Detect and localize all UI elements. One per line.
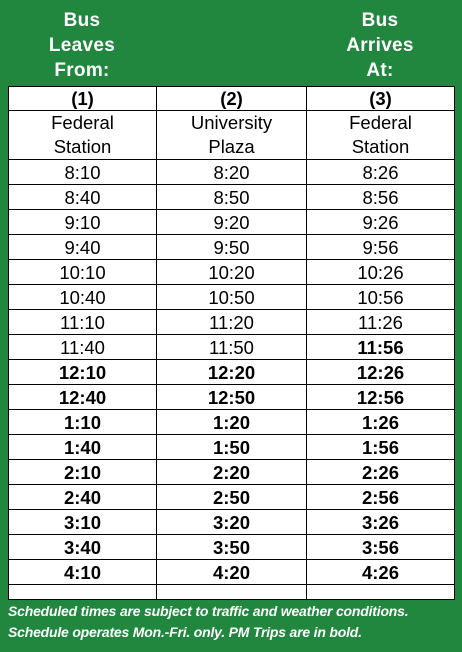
time-cell: 4:20: [157, 560, 307, 585]
header-line: Leaves: [48, 35, 116, 56]
empty-cell: [307, 585, 455, 600]
time-cell: 11:26: [307, 310, 455, 335]
time-cell: 9:40: [9, 235, 157, 260]
time-cell: 1:20: [157, 410, 307, 435]
time-cell: 11:20: [157, 310, 307, 335]
time-row: [9, 335, 455, 360]
time-row: [9, 510, 455, 535]
station-line: Federal: [349, 112, 412, 133]
station-line: Station: [351, 136, 410, 157]
time-row: [9, 360, 455, 385]
station-name: [307, 111, 455, 160]
time-cell: 11:40: [9, 335, 157, 360]
time-cell: 3:56: [307, 535, 455, 560]
time-cell: 2:56: [307, 485, 455, 510]
time-cell: 2:26: [307, 460, 455, 485]
time-cell: 10:26: [307, 260, 455, 285]
time-cell: 2:40: [9, 485, 157, 510]
column-number: (2): [157, 87, 307, 111]
time-row: [9, 485, 455, 510]
time-cell: 2:10: [9, 460, 157, 485]
time-cell: 12:10: [9, 360, 157, 385]
header-bus-arrives-at: [306, 8, 454, 83]
header-line: Arrives: [346, 35, 414, 56]
footnote-line: Scheduled times are subject to traffic and weather conditions.: [8, 603, 409, 619]
time-cell: 9:26: [307, 210, 455, 235]
time-cell: 9:50: [157, 235, 307, 260]
station-line: University: [190, 112, 273, 133]
time-cell: 2:50: [157, 485, 307, 510]
time-row: [9, 285, 455, 310]
header-line: Bus: [361, 10, 399, 31]
time-cell: 3:40: [9, 535, 157, 560]
time-cell: 10:56: [307, 285, 455, 310]
time-cell: 12:40: [9, 385, 157, 410]
time-row: [9, 410, 455, 435]
column-number: (3): [307, 87, 455, 111]
station-name: [9, 111, 157, 160]
time-cell: 8:10: [9, 160, 157, 185]
time-row: [9, 210, 455, 235]
time-cell: 8:20: [157, 160, 307, 185]
schedule-footnote: [8, 601, 460, 643]
station-line: Plaza: [208, 136, 255, 157]
time-cell: 1:50: [157, 435, 307, 460]
time-row: [9, 535, 455, 560]
station-row: [9, 111, 455, 160]
time-cell: 1:40: [9, 435, 157, 460]
time-cell: 3:50: [157, 535, 307, 560]
time-cell: 9:10: [9, 210, 157, 235]
time-cell: 8:40: [9, 185, 157, 210]
timetable: [8, 86, 454, 600]
header-bus-leaves-from: [8, 8, 156, 83]
time-row: [9, 160, 455, 185]
time-cell: 4:10: [9, 560, 157, 585]
time-cell: 1:26: [307, 410, 455, 435]
empty-row: [9, 585, 455, 600]
time-row: [9, 560, 455, 585]
empty-cell: [157, 585, 307, 600]
time-row: [9, 185, 455, 210]
time-cell: 11:10: [9, 310, 157, 335]
time-cell: 12:26: [307, 360, 455, 385]
time-cell: 4:26: [307, 560, 455, 585]
time-cell: 8:56: [307, 185, 455, 210]
time-cell: 11:56: [307, 335, 455, 360]
station-line: Federal: [51, 112, 114, 133]
column-number-row: [9, 87, 455, 111]
time-cell: 11:50: [157, 335, 307, 360]
time-row: [9, 435, 455, 460]
time-row: [9, 235, 455, 260]
time-cell: 8:26: [307, 160, 455, 185]
time-cell: 10:50: [157, 285, 307, 310]
header-line: Bus: [63, 10, 101, 31]
time-cell: 10:10: [9, 260, 157, 285]
time-cell: 3:26: [307, 510, 455, 535]
time-cell: 3:20: [157, 510, 307, 535]
column-number: (1): [9, 87, 157, 111]
station-name: [157, 111, 307, 160]
time-row: [9, 260, 455, 285]
time-cell: 12:56: [307, 385, 455, 410]
header-line: At:: [366, 60, 394, 81]
time-row: [9, 460, 455, 485]
footnote-line: Schedule operates Mon.-Fri. only. PM Trips are in bold.: [8, 624, 362, 640]
empty-cell: [9, 585, 157, 600]
header-line: From:: [54, 60, 110, 81]
time-row: [9, 310, 455, 335]
time-cell: 1:56: [307, 435, 455, 460]
time-cell: 12:20: [157, 360, 307, 385]
time-cell: 9:56: [307, 235, 455, 260]
time-cell: 8:50: [157, 185, 307, 210]
schedule-header: [8, 8, 454, 84]
time-cell: 1:10: [9, 410, 157, 435]
time-cell: 12:50: [157, 385, 307, 410]
time-cell: 10:40: [9, 285, 157, 310]
time-row: [9, 385, 455, 410]
time-cell: 9:20: [157, 210, 307, 235]
time-cell: 3:10: [9, 510, 157, 535]
time-cell: 2:20: [157, 460, 307, 485]
station-line: Station: [53, 136, 112, 157]
time-cell: 10:20: [157, 260, 307, 285]
timetable-grid: [8, 86, 455, 600]
